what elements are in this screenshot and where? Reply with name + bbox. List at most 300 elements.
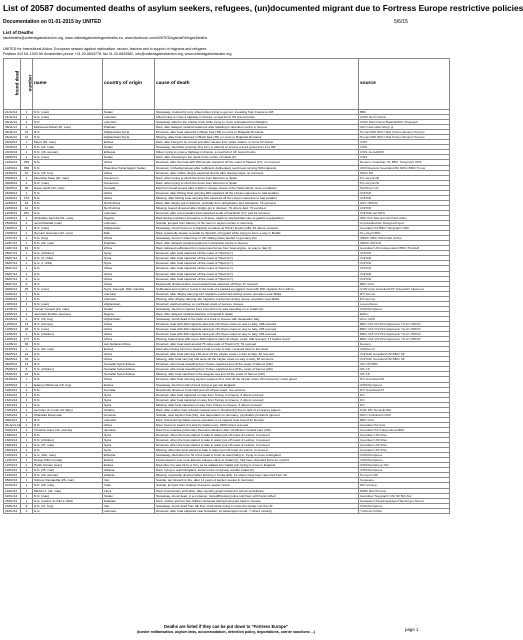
cell-name: N.N. bbox=[33, 195, 103, 200]
cell-source: BBC/ Ansi bbox=[359, 281, 450, 286]
cell-name: N.N. (15, boy) bbox=[33, 170, 103, 175]
cell-country: Africa bbox=[103, 357, 155, 362]
cell-number: 251 bbox=[21, 210, 33, 215]
cell-name: N.N. (17, boy) bbox=[33, 503, 103, 508]
cell-cause: Stowaway, crushed by lorry wheel when trying to get out, travelling from France to GB bbox=[155, 110, 359, 115]
cell-country: Syria bbox=[103, 448, 155, 453]
cell-number: 13 bbox=[21, 321, 33, 326]
cell-country: Afghanistan bbox=[103, 301, 155, 306]
cell-number: 1 bbox=[21, 473, 33, 478]
cell-country: Africa bbox=[103, 271, 155, 276]
cell-source: Guardian/ Telegraph/ UN/ ID/ BC/ Abc bbox=[359, 493, 450, 498]
cell-source: NRC/ Volkskrant/ NOS bbox=[359, 412, 450, 417]
cell-country: Eritrea bbox=[103, 382, 155, 387]
cell-found-dead: 08/11/14 bbox=[4, 120, 21, 125]
cell-number: 1 bbox=[21, 417, 33, 422]
cell-cause: Drowned, after boat capsized off the coast of Tripoli (LY) bbox=[155, 271, 359, 276]
cell-found-dead: 20/10/14 bbox=[4, 145, 21, 150]
cell-cause: Drowned, when the boat started to take in water just off coast of Lesbos; 4 rescued bbox=[155, 438, 359, 443]
cell-name: N.N. (children) bbox=[33, 367, 103, 372]
cell-cause: Drowned, when the boat started to take in water just off coast of Lesbos; 4 rescued bbox=[155, 443, 359, 448]
cell-name: N.N. bbox=[33, 352, 103, 357]
cell-number: 1 bbox=[21, 241, 33, 246]
cell-found-dead: 02/01/14 bbox=[4, 493, 21, 498]
cell-cause: Missing, when the boat started to take in water just off coast of Lesbos; 4 rescued bbox=[155, 448, 359, 453]
cell-source: BBC/ UN/ VN/ DN/ Aljazeera/ Yle.fi/ UNHCR bbox=[359, 327, 450, 332]
cell-cause: Drowned, when boat travelling from Turkey capsized just off the coast of Samos (GR) bbox=[155, 362, 359, 367]
cell-country: Sudan bbox=[103, 145, 155, 150]
cell-source: ND/ Vorweg bbox=[359, 483, 450, 488]
cell-name: Kishore Parvajotha (26, man) bbox=[33, 478, 103, 483]
table-row bbox=[4, 125, 450, 130]
cell-country: Africa bbox=[103, 332, 155, 337]
cell-source: ZIP/ UNHCR bbox=[359, 200, 450, 205]
cell-source: Pro-Asyl EUR bbox=[359, 175, 450, 180]
cell-found-dead: 29/01/14 bbox=[4, 503, 21, 508]
cell-found-dead: 16/04/14 bbox=[4, 402, 21, 407]
cell-found-dead: 12/03/14 bbox=[4, 458, 21, 463]
cell-source: UNHCR bbox=[359, 251, 450, 256]
cell-found-dead: 19/07/14 bbox=[4, 246, 21, 251]
cell-name: N.N. (20, man) bbox=[33, 347, 103, 352]
cell-cause: Died from head wound after a fight in refugee house in the Netherlands; terse conditions bbox=[155, 185, 359, 190]
cell-source: CWS/Nordpress/ DN bbox=[359, 463, 450, 468]
cell-country: Africa bbox=[103, 266, 155, 271]
cell-cause: Drowned, after overcrowded boat capsized south of Garabulli (LY); just 19 survived bbox=[155, 210, 359, 215]
cell-found-dead: 09/04/14 bbox=[4, 417, 21, 422]
cell-number: 15 bbox=[21, 170, 33, 175]
cell-country: Eritrea bbox=[103, 463, 155, 468]
cell-number: 3 bbox=[21, 508, 33, 513]
cell-name: Haribi Osman (man) bbox=[33, 463, 103, 468]
cell-source: CWS bbox=[359, 145, 450, 150]
cell-country: Somalia/ Syria/ Eritrea bbox=[103, 372, 155, 377]
cell-name: N.N. (28, man) bbox=[33, 483, 103, 488]
cell-found-dead: 12/05/14 bbox=[4, 332, 21, 337]
cell-cause: Missing, after boat capsized in Black Sea (TR) en route to Bulgaria/ Romania bbox=[155, 135, 359, 140]
cell-name: N.N. (I, child) bbox=[33, 261, 103, 266]
cell-name: N.N. (20s, man) bbox=[33, 453, 103, 458]
column-header-cause: cause of death bbox=[155, 59, 359, 110]
footer-note: Deaths are listed if they can be put down to "Fortress Europe" bbox=[164, 624, 288, 629]
cell-found-dead: 06/07/14 bbox=[4, 261, 21, 266]
cell-name: N.N. bbox=[33, 392, 103, 397]
cell-found-dead: 18/08/14 bbox=[4, 226, 21, 231]
cell-source: UNHCR/ ap/ MPG bbox=[359, 210, 450, 215]
cell-name: N.N. (man) bbox=[33, 301, 103, 306]
cell-found-dead: 30/08/14 bbox=[4, 180, 21, 185]
cell-name: N.N. bbox=[33, 397, 103, 402]
cell-name: N.N. bbox=[33, 448, 103, 453]
cell-number: 9 bbox=[21, 281, 33, 286]
cell-cause: Drowned, after boat capsized off the coast of Tripoli (LY) bbox=[155, 261, 359, 266]
cell-source: CCB/ Ansi/ Guardian/UN/ Telegraph/ Aljazeera bbox=[359, 286, 450, 291]
cell-number: 1 bbox=[21, 382, 33, 387]
cell-found-dead: 14/02/14 bbox=[4, 488, 21, 493]
cell-country: Syria bbox=[103, 443, 155, 448]
cell-name: N.N. bbox=[33, 190, 103, 195]
cell-number: 6 bbox=[21, 276, 33, 281]
cell-name: N.N. bbox=[33, 135, 103, 140]
cell-number: 9 bbox=[21, 503, 33, 508]
footer-subnote: (border militarisation, asylum laws, accommodation, detention policy, deportations, carrier sanctions ...) bbox=[137, 630, 315, 634]
cell-number: 1 bbox=[21, 190, 33, 195]
cell-source: UNHCR bbox=[359, 190, 450, 195]
cell-source: UNHCR/ Guardian/UN/ BBC/ SP bbox=[359, 357, 450, 362]
cell-name: N.N. (children) bbox=[33, 438, 103, 443]
cell-country: Syria bbox=[103, 397, 155, 402]
cell-cause: Died, after drowning in the canal in the centre of Calais (F) bbox=[155, 155, 359, 160]
cell-found-dead: 22/08/14 bbox=[4, 210, 21, 215]
cell-cause: Stowaway, died from fall of truck trying to get into England bbox=[155, 382, 359, 387]
cell-found-dead: 21/05/14 bbox=[4, 316, 21, 321]
cell-name: Christine Case (40, woman) bbox=[33, 427, 103, 432]
cell-number: 1 bbox=[21, 231, 33, 236]
cell-cause: Missing, after fishing boat carrying 400 capsized off the Libyan coast due to bad weather bbox=[155, 195, 359, 200]
cell-source: CWS/Nordpress bbox=[359, 382, 450, 387]
cell-found-dead: 18/03/14 bbox=[4, 443, 21, 448]
cell-cause: Killed, trying to cross a highway in France, a road full of UK bound trucks bbox=[155, 150, 359, 155]
cell-found-dead: 25/08/14 bbox=[4, 221, 21, 226]
cell-country: Africa bbox=[103, 160, 155, 165]
cell-number: 33 bbox=[21, 357, 33, 362]
cell-cause: Drowned, boat with 400 migrants sank just off Libyan coast on way to Italy; 206 rescued bbox=[155, 332, 359, 337]
cell-name: N.N. bbox=[33, 357, 103, 362]
cell-country: Syria bbox=[103, 261, 155, 266]
cell-source: Reuters; Guardian/ IN; BBC; Telegraph; NRC bbox=[359, 160, 450, 165]
cell-country: Sudan bbox=[103, 306, 155, 311]
cell-found-dead: 01/09/14 bbox=[4, 170, 21, 175]
cell-source: CWS; EuroAFRO bbox=[359, 150, 450, 155]
cell-country: Libya bbox=[103, 488, 155, 493]
cell-number: 1 bbox=[21, 488, 33, 493]
cell-country: North Africa bbox=[103, 200, 155, 205]
cell-cause: Suffocated and crushed, found in the hold of a packed smugglers' boat with 600 migrants from Africa bbox=[155, 286, 359, 291]
cell-name: N.N. (32, man) bbox=[33, 241, 103, 246]
cell-number: 4 bbox=[21, 301, 33, 306]
cell-number: 1 bbox=[21, 110, 33, 115]
cell-country: unknown bbox=[103, 221, 155, 226]
cell-found-dead: 06/11/14 bbox=[4, 135, 21, 140]
cell-country: Iran bbox=[103, 503, 155, 508]
cell-name: N.N. (25, man) bbox=[33, 468, 103, 473]
page-title: List of 20587 documented deaths of asylum seekers, refugees, (un)documented migrant due to Fortress Europe restrictive policies bbox=[3, 3, 523, 13]
cell-name: N.N. bbox=[33, 291, 103, 296]
cell-country: Africa bbox=[103, 236, 155, 241]
cell-country: Sudan bbox=[103, 493, 155, 498]
cell-cause: Died, after mother was refused medical care in hospital (D) due to lack of insurance papers bbox=[155, 407, 359, 412]
cell-cause: Stowaway, killed in the trouble truck while trying to cross to England from Belgium bbox=[155, 120, 359, 125]
cell-cause: Died during expulsion procedure in France, death by asphyxiation due to gastric regurgitation bbox=[155, 215, 359, 220]
cell-number: 1 bbox=[21, 180, 33, 185]
cell-name: N.N. bbox=[33, 246, 103, 251]
cell-country: Africa bbox=[103, 190, 155, 195]
cell-cause: Drowned, boat with 400 migrants sank just off Libyan coast on way to Italy; 206 rescued bbox=[155, 327, 359, 332]
cell-found-dead: 05/05/14 bbox=[4, 367, 21, 372]
cell-found-dead: 14/03/14 bbox=[4, 453, 21, 458]
cell-cause: Died, after delayed medical treatment after labelling in detention centre in Greece bbox=[155, 125, 359, 130]
cell-name: N.N. bbox=[33, 296, 103, 301]
cell-name: N.N. (boy) bbox=[33, 236, 103, 241]
page-number: page 1 bbox=[405, 627, 419, 632]
cell-source: SP/ AP bbox=[359, 367, 450, 372]
cell-number: 1 bbox=[21, 236, 33, 241]
cell-source: RT/ Amnas bbox=[359, 291, 450, 296]
cell-number: 450 bbox=[21, 165, 33, 170]
cell-country: Cameroon bbox=[103, 180, 155, 185]
cell-cause: Died, after delayed medical treatment in detention centre in Greece bbox=[155, 241, 359, 246]
cell-number: 1 bbox=[21, 453, 33, 458]
cell-number: 1 bbox=[21, 261, 33, 266]
cell-cause: Drowned, after boat carrying 130 were off the Libyan coast on way to Italy; 52 rescued bbox=[155, 352, 359, 357]
cell-source: BBC/ UN/ VN/ DN/ Aljazeera/ Yle.fi/ UNHCR bbox=[359, 321, 450, 326]
cell-name: N.N. (mother & child 1 child) bbox=[33, 498, 103, 503]
cell-source: BBC/ Ansi bbox=[359, 417, 450, 422]
cell-country: Pakistan bbox=[103, 498, 155, 503]
cell-found-dead: 12/08/14 bbox=[4, 215, 21, 220]
cell-number: 1 bbox=[21, 407, 33, 412]
cell-name: N.N. (man) bbox=[33, 110, 103, 115]
cell-source: UNHCR bbox=[359, 205, 450, 210]
contact-links[interactable]: listofdeaths@unitedagainstracism.org, www.unitedagainstrefugeedeaths.eu, www.facebook.com/UNITEDAgainstRefugeeDeaths bbox=[3, 36, 208, 40]
cell-cause: Missing, feared boat with some 400 migrants sank off Libyan coast; 206 rescued; 17 bodies found bbox=[155, 337, 359, 342]
cell-found-dead: 02/05/14 bbox=[4, 382, 21, 387]
cell-source: Karawane bbox=[359, 478, 450, 483]
cell-number: 1 bbox=[21, 251, 33, 256]
cell-found-dead: 05/05/14 bbox=[4, 372, 21, 377]
cell-name: Gurinder (1 month old baby) bbox=[33, 407, 103, 412]
cell-cause: Drowned, after boat capsized off the coast of Tripoli (LY) bbox=[155, 256, 359, 261]
cell-country: Africa bbox=[103, 246, 155, 251]
cell-name: Mouri (25, man) bbox=[33, 140, 103, 145]
cell-number: 1 bbox=[21, 296, 33, 301]
cell-country: unknown bbox=[103, 417, 155, 422]
cell-source: Guardian/ UN/ Ffau bbox=[359, 433, 450, 438]
cell-cause: Drowned, after boat capsized near Kusadasi; 11 passengers found, 7 others missing bbox=[155, 508, 359, 513]
cell-source: Hurriyet/ ODI bbox=[359, 473, 450, 478]
cell-name: N.N. bbox=[33, 210, 103, 215]
cell-cause: Drowned, after boat capsized on way from Turkey to Greece; 3 others rescued bbox=[155, 392, 359, 397]
cell-cause: Drowned, after boat carrying asylum seekers hit a rock off the Libyan coast; 80 rescued by coast guard bbox=[155, 377, 359, 382]
cell-found-dead: 30/03/14 bbox=[4, 427, 21, 432]
cell-cause: Stowaway, found dead from fall from truck while trying to cross the border into the UK bbox=[155, 503, 359, 508]
cell-number: 1 bbox=[21, 468, 33, 473]
cell-country: Africa bbox=[103, 170, 155, 175]
cell-number: 1 bbox=[21, 377, 33, 382]
cell-found-dead: 22/08/14 bbox=[4, 200, 21, 205]
cell-source: DN bbox=[359, 392, 450, 397]
cell-name: N.N. bbox=[33, 337, 103, 342]
cell-found-dead: 14/02/14 bbox=[4, 473, 21, 478]
cell-name: N.N. bbox=[33, 362, 103, 367]
cell-source: DN bbox=[359, 397, 450, 402]
cell-name: Khanadul Daneyuan bbox=[33, 412, 103, 417]
cell-name: N.N. (men) bbox=[33, 286, 103, 291]
cell-country: unknown bbox=[103, 115, 155, 120]
cell-source: CWS/Nordpress bbox=[359, 458, 450, 463]
cell-name: Mohamed Rohal (25, man) bbox=[33, 125, 103, 130]
cell-cause: Stowaway, found frozen in a shipping container at Tilbury Docks (GB); 34 others survived bbox=[155, 226, 359, 231]
cell-number: 26 bbox=[21, 327, 33, 332]
cell-number: 1 bbox=[21, 478, 33, 483]
column-header-number: number bbox=[21, 59, 33, 110]
cell-country: Eritrea bbox=[103, 140, 155, 145]
cell-cause: Drowned, after boat capsized on way from Turkey to Greece; 3 others rescued bbox=[155, 397, 359, 402]
cell-name: N.N. (16, woman) bbox=[33, 150, 103, 155]
cell-cause: Died, reportedly beaten to death by Spanish civil guard while trying to force a way in Melilla bbox=[155, 231, 359, 236]
cell-name: N.N. bbox=[33, 422, 103, 427]
cell-cause: Died, trying to reach England, found on the motorway outside Calais (F) bbox=[155, 468, 359, 473]
cell-cause: Drowned, when boat travelling from Turkey capsized just off the coast of Samos (GR) bbox=[155, 367, 359, 372]
cell-number: 1 bbox=[21, 493, 33, 498]
cell-found-dead: 06/07/14 bbox=[4, 256, 21, 261]
cell-country: Syria bbox=[103, 433, 155, 438]
cell-source: CWS/Nordpress bbox=[359, 503, 450, 508]
cell-country: Pakistan bbox=[103, 241, 155, 246]
cell-found-dead: 10/09/14 bbox=[4, 165, 21, 170]
cell-name: N.N. (man) bbox=[33, 226, 103, 231]
documentation-date: Documentation on 01-01-2015 by UNITED bbox=[3, 19, 102, 25]
cell-number: 1 bbox=[21, 433, 33, 438]
cell-number: 1 bbox=[21, 498, 33, 503]
cell-source: Guardian/ IN/ Ansi bbox=[359, 422, 450, 427]
cell-number: 45 bbox=[21, 286, 33, 291]
cell-cause: Died, when trying to climb the fence from Morocco to Spain bbox=[155, 180, 359, 185]
cell-found-dead: 06/07/14 bbox=[4, 271, 21, 276]
cell-name: N.N. (15, boy) bbox=[33, 316, 103, 321]
cell-country: unknown bbox=[103, 508, 155, 513]
cell-source: LesvosNews bbox=[359, 301, 450, 306]
cell-cause: Stowaway, found in wheel bay of US military plane landed in germany (D) bbox=[155, 236, 359, 241]
cell-source: IRR/ UN/ Tatienerzrsil/ Paris-Idiles bbox=[359, 215, 450, 220]
column-header-found-dead: found dead bbox=[4, 59, 21, 110]
cell-source: UNHCR bbox=[359, 256, 450, 261]
cell-name: N.N. bbox=[33, 120, 103, 125]
cell-found-dead: 12/03/14 bbox=[4, 463, 21, 468]
cell-country: unknown bbox=[103, 210, 155, 215]
cell-found-dead: 30/06/14 bbox=[4, 286, 21, 291]
cell-country: Sudan bbox=[103, 110, 155, 115]
cell-country: Pakistan bbox=[103, 125, 155, 130]
table-row bbox=[4, 427, 450, 432]
cell-country: Africa bbox=[103, 377, 155, 382]
cell-number: 1 bbox=[21, 483, 33, 488]
column-header-country: country of origin bbox=[103, 59, 155, 110]
cell-found-dead: 18/03/14 bbox=[4, 448, 21, 453]
cell-country: Armenia bbox=[103, 412, 155, 417]
cell-found-dead: 24/08/14 bbox=[4, 190, 21, 195]
cell-name: N.N. bbox=[33, 417, 103, 422]
cell-number: 1 bbox=[21, 427, 33, 432]
cell-country: Africa bbox=[103, 337, 155, 342]
cell-country: Africa bbox=[103, 352, 155, 357]
cell-number: 1 bbox=[21, 115, 33, 120]
cell-name: N.N. bbox=[33, 433, 103, 438]
cell-source: Yurtbeni/ Arthas bbox=[359, 508, 450, 513]
cell-number: 16 bbox=[21, 372, 33, 377]
cell-name: N.N. (3, child) bbox=[33, 256, 103, 261]
cell-name: N.N. bbox=[33, 508, 103, 513]
cell-found-dead: 24/08/14 bbox=[4, 195, 21, 200]
cell-cause: Died, after delayed medical attention in hospital in Spain bbox=[155, 311, 359, 316]
cell-name: N.N. (man) bbox=[33, 115, 103, 120]
cell-found-dead: 07/02/14 bbox=[4, 483, 21, 488]
cell-source: EDFC bbox=[359, 311, 450, 316]
cell-found-dead: 06/07/14 bbox=[4, 276, 21, 281]
cell-cause: Died, mother and her two children drowned during boat push-back in Greece bbox=[155, 498, 359, 503]
deaths-table bbox=[3, 58, 450, 514]
cell-source: Guardian/ IN/ Independent/ BBC bbox=[359, 427, 450, 432]
cell-found-dead: 24/01/14 bbox=[4, 508, 21, 513]
cell-country: North Africa bbox=[103, 205, 155, 210]
cell-name: Jeroil Mustafa (man) bbox=[33, 221, 103, 226]
cell-found-dead: 20/09/14 bbox=[4, 155, 21, 160]
cell-source: UNHCR bbox=[359, 271, 450, 276]
cell-cause: Drowned, after boat sank around 75 miles east of Tripoli (LY); 51 rescued bbox=[155, 342, 359, 347]
cell-number: 1 bbox=[21, 221, 33, 226]
cell-found-dead: 06/05/14 bbox=[4, 352, 21, 357]
cell-name: N.N. bbox=[33, 130, 103, 135]
cell-number: 1 bbox=[21, 271, 33, 276]
cell-found-dead: 13/04/14 bbox=[4, 412, 21, 417]
cell-source: CWS/Nordpress bbox=[359, 306, 450, 311]
cell-cause: Suicide, near asylum hole (NL), due deportation to Germany, psychiatric problems ignored bbox=[155, 412, 359, 417]
cell-country: Palestine/ Syria/ Egypt/ Sudan bbox=[103, 165, 155, 170]
cell-number: 1 bbox=[21, 125, 33, 130]
cell-country: Syria bbox=[103, 251, 155, 256]
cell-number: 1 bbox=[21, 120, 33, 125]
cell-number: 1 bbox=[21, 458, 33, 463]
cell-number: 25 bbox=[21, 185, 33, 190]
cell-source: Guardian/ UN/ Ffau bbox=[359, 448, 450, 453]
cell-number: 1 bbox=[21, 145, 33, 150]
cell-cause: Reportedly drowned after overcrowded boat capsized off libya; 27 rescued bbox=[155, 281, 359, 286]
cell-name: N.N. bbox=[33, 377, 103, 382]
cell-number: 1 bbox=[21, 438, 33, 443]
cell-country: Eritrea bbox=[103, 347, 155, 352]
table-row bbox=[4, 215, 450, 220]
cell-number: 4 bbox=[21, 397, 33, 402]
cell-found-dead: 06/07/14 bbox=[4, 281, 21, 286]
cell-cause: Missing, after boat capsized on way from Turkey to Greece; 3 others rescued bbox=[155, 402, 359, 407]
postal-address: Postbus 413 NL-1000 AK Amsterdam phone +31-20-6834778, fax 31-20-6834582, info@unitedagainstracism.org, www.unitedagainstracism.org bbox=[3, 52, 232, 56]
cell-country: Africa bbox=[103, 276, 155, 281]
list-of-deaths-heading: List of Deaths bbox=[3, 30, 34, 35]
cell-found-dead: 06/11/14 bbox=[4, 130, 21, 135]
cell-number: 7 bbox=[21, 291, 33, 296]
cell-country: unknown bbox=[103, 291, 155, 296]
cell-cause: Killed trying to cross a highway in France, a road full of UK bound trucks bbox=[155, 115, 359, 120]
cell-name: Dereje Kiflom (male) bbox=[33, 458, 103, 463]
network-description: UNITED for Intercultural Action, European network against nationalism, racism, fascism and in support of migrants and refugees bbox=[3, 47, 207, 51]
cell-country: Albania bbox=[103, 468, 155, 473]
cell-number: 1 bbox=[21, 150, 33, 155]
cell-name: N.N. bbox=[33, 200, 103, 205]
cell-cause: Drowned, after fishing boat carrying 400 capsized off the Libyan coast due to bad weather bbox=[155, 190, 359, 195]
cell-found-dead: 11/05/14 bbox=[4, 342, 21, 347]
cell-found-dead: 22/05/14 bbox=[4, 311, 21, 316]
cell-cause: Missing, reportedly drowned after arriving in Ceuta (ES); 14 others have been deported from UK bbox=[155, 473, 359, 478]
cell-name: N.N. bbox=[33, 387, 103, 392]
cell-number: 14 bbox=[21, 362, 33, 367]
cell-cause: Died, after being hit by a truck just after release from police station, in come for Fritsis bbox=[155, 140, 359, 145]
cell-source: DN bbox=[359, 402, 450, 407]
cell-cause: Died, found on board of a ship by Italian navy; 4600 others rescued bbox=[155, 422, 359, 427]
cell-country: Nigeria bbox=[103, 311, 155, 316]
cell-source: RT/ Guardian/UN bbox=[359, 377, 450, 382]
cell-country: Afghanistan bbox=[103, 316, 155, 321]
cell-found-dead: 18/03/14 bbox=[4, 433, 21, 438]
